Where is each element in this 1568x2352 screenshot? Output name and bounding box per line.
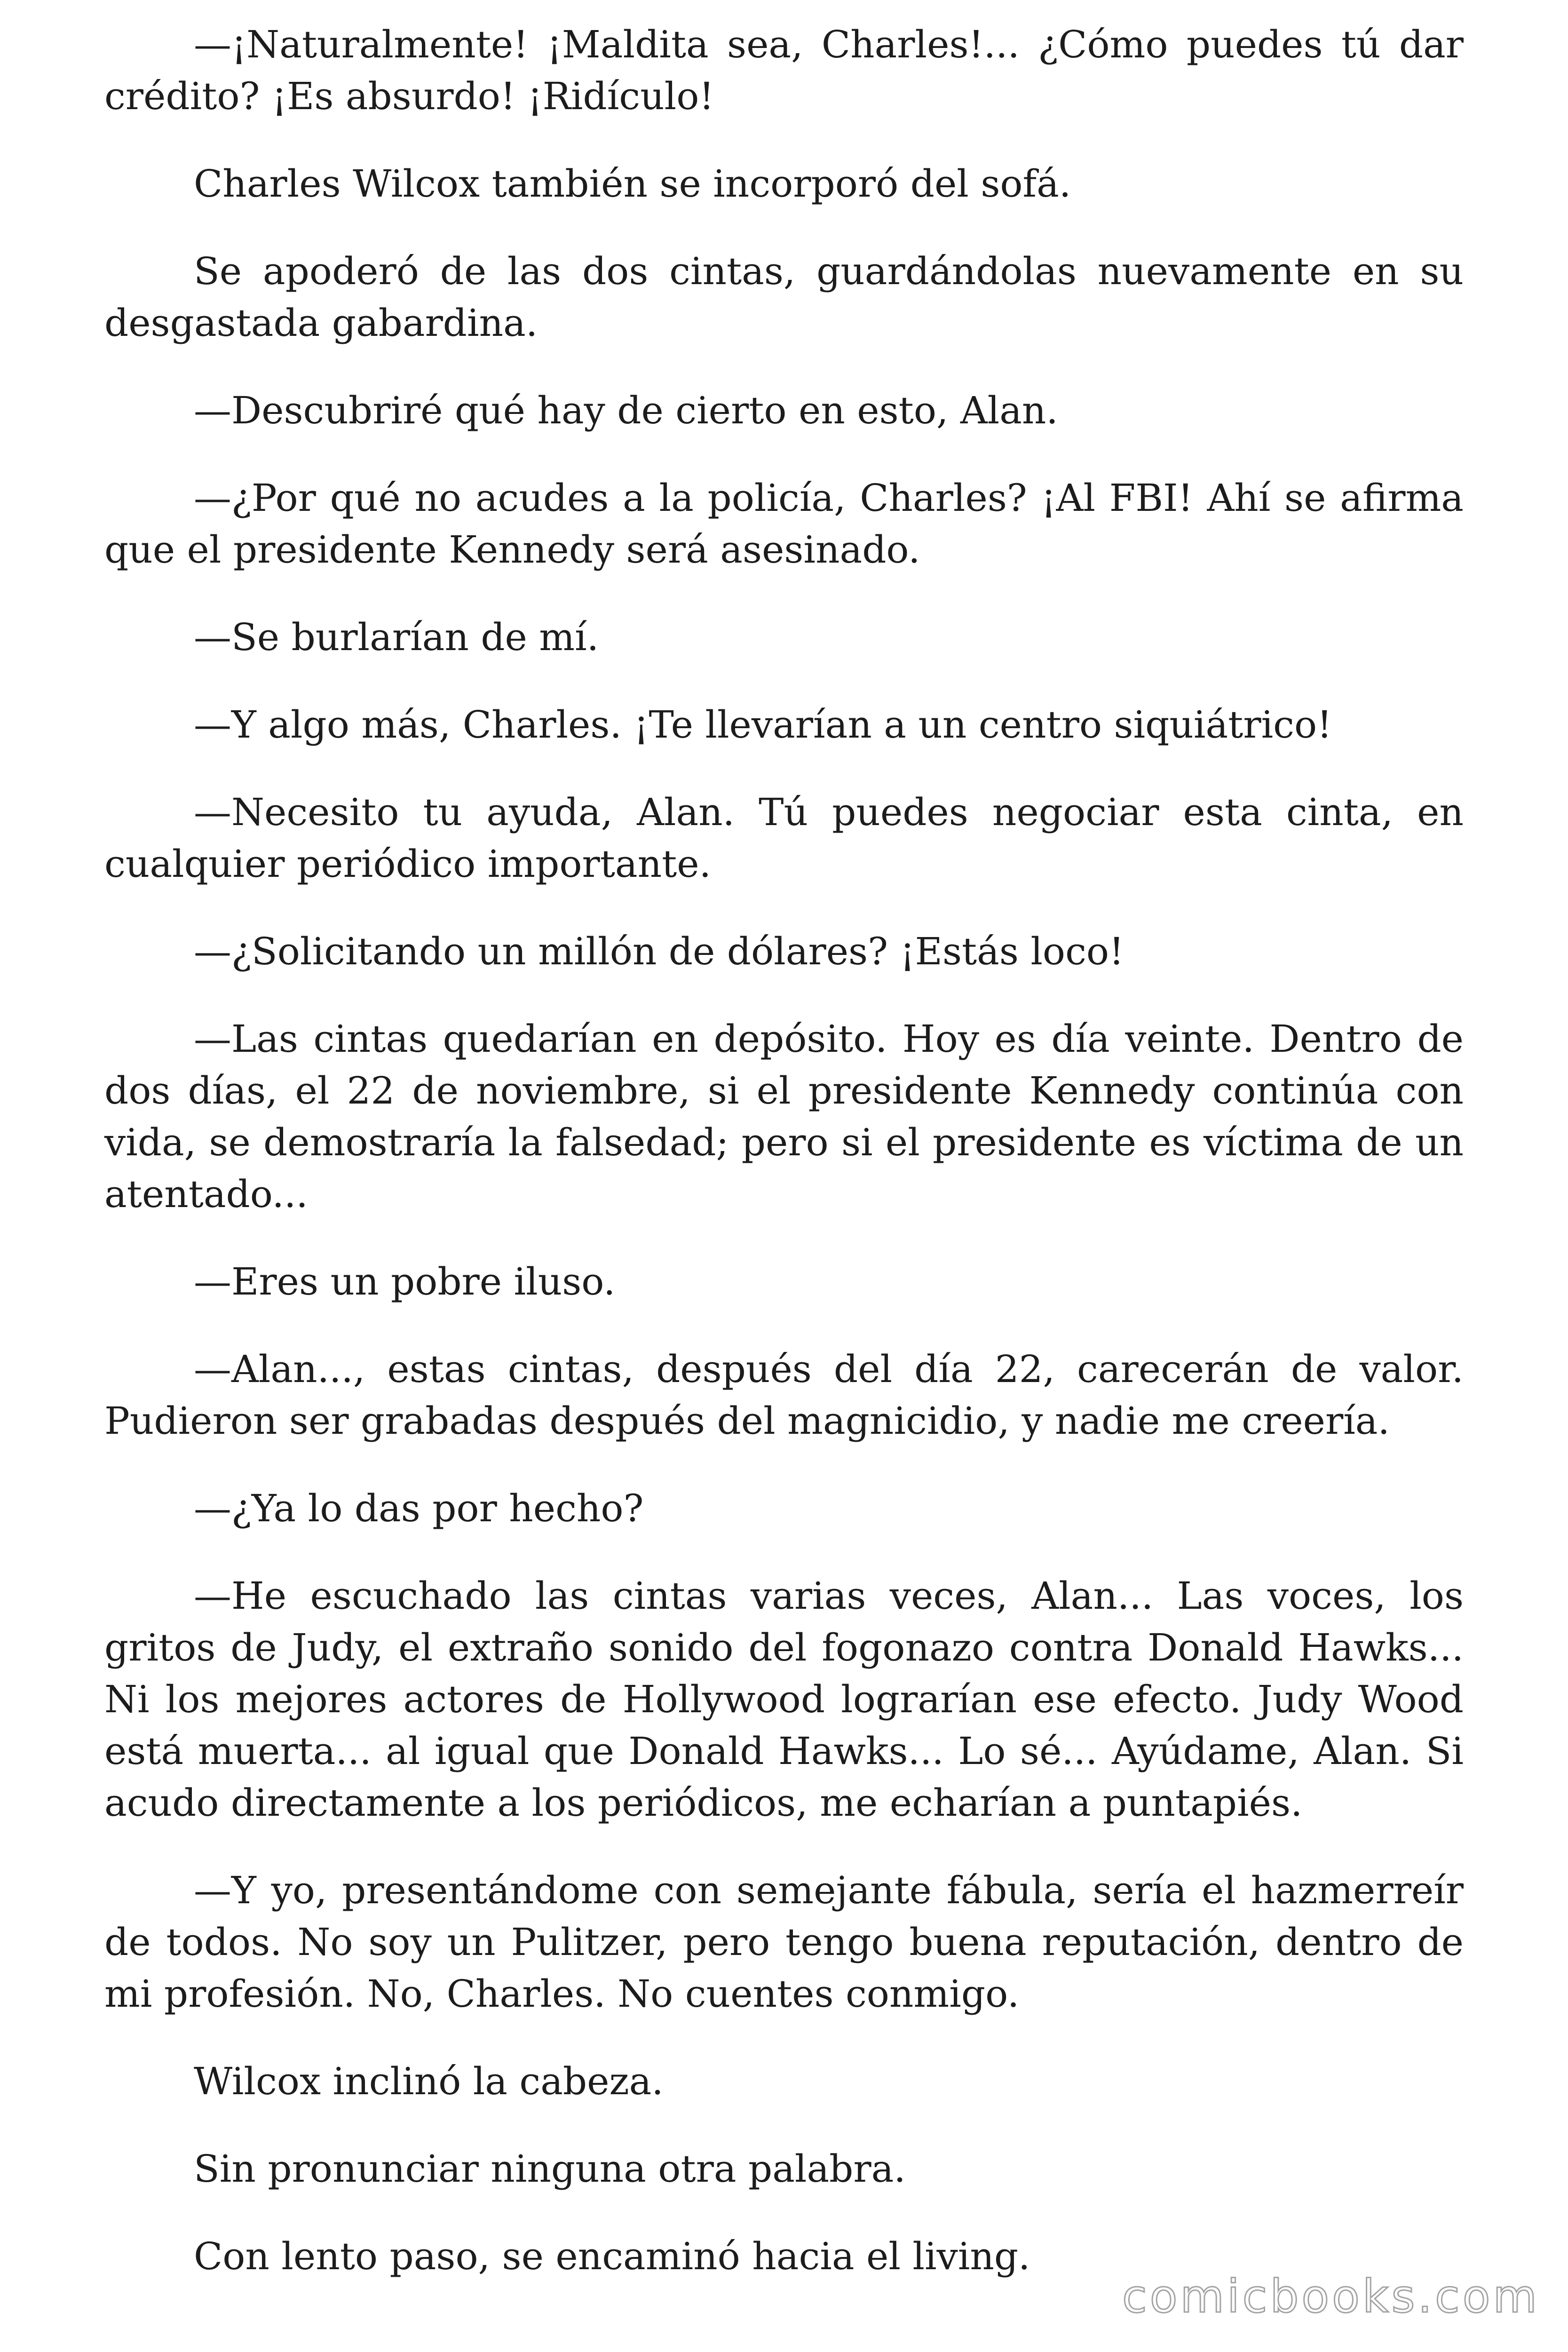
paragraph: —Y algo más, Charles. ¡Te llevarían a un centro siquiátrico! [194,703,1332,747]
paragraph: —Necesito tu ayuda, Alan. Tú puedes negociar esta cinta, en cualquier periódico importante. [104,790,1464,886]
paragraph: Se apoderó de las dos cintas, guardándolas nuevamente en su desgastada gabardina. [104,249,1464,345]
paragraph: —Y yo, presentándome con semejante fábula, sería el hazmerreír de todos. No soy un Pulitzer, pero tengo buena reputación, dentro de mi profesión. No, Charles. No cuentes conmigo. [104,1868,1464,2016]
paragraph: —Descubriré qué hay de cierto en esto, Alan. [194,389,1058,432]
watermark: comicbooks.com [1122,2270,1540,2323]
paragraph: —Eres un pobre iluso. [194,1260,616,1303]
paragraph: —¿Solicitando un millón de dólares? ¡Estás loco! [194,930,1125,973]
body-text [104,19,1464,2318]
paragraph: —¡Naturalmente! ¡Maldita sea, Charles!... ¿Cómo puedes tú dar crédito? ¡Es absurdo! ¡Ridículo! [104,23,1464,118]
paragraph: Charles Wilcox también se incorporó del sofá. [194,162,1071,206]
paragraph: —Alan..., estas cintas, después del día 22, carecerán de valor. Pudieron ser grabadas después del magnicidio, y nadie me creería. [104,1347,1464,1443]
paragraph: —Las cintas quedarían en depósito. Hoy es día veinte. Dentro de dos días, el 22 de noviembre, si el presidente Kennedy continúa con vida, se demostraría la falsedad; pero si el presidente es víctima de un atentado... [104,1017,1464,1216]
paragraph: Wilcox inclinó la cabeza. [194,2059,664,2103]
paragraph: —¿Ya lo das por hecho? [194,1486,644,1530]
paragraph: Sin pronunciar ninguna otra palabra. [194,2147,906,2191]
paragraph: —Se burlarían de mí. [194,615,599,659]
paragraph: Con lento paso, se encaminó hacia el living. [194,2234,1030,2278]
paragraph: —He escuchado las cintas varias veces, Alan... Las voces, los gritos de Judy, el extraño sonido del fogonazo contra Donald Hawks... Ni los mejores actores de Hollywood lograrían ese efecto. Judy Wood está muerta... al igual que Donald Hawks... Lo sé... Ayúdame, Alan. Si acudo directamente a los periódicos, me echarían a puntapiés. [104,1574,1464,1825]
paragraph: —¿Por qué no acudes a la policía, Charles? ¡Al FBI! Ahí se afirma que el presidente Kennedy será asesinado. [104,476,1464,572]
